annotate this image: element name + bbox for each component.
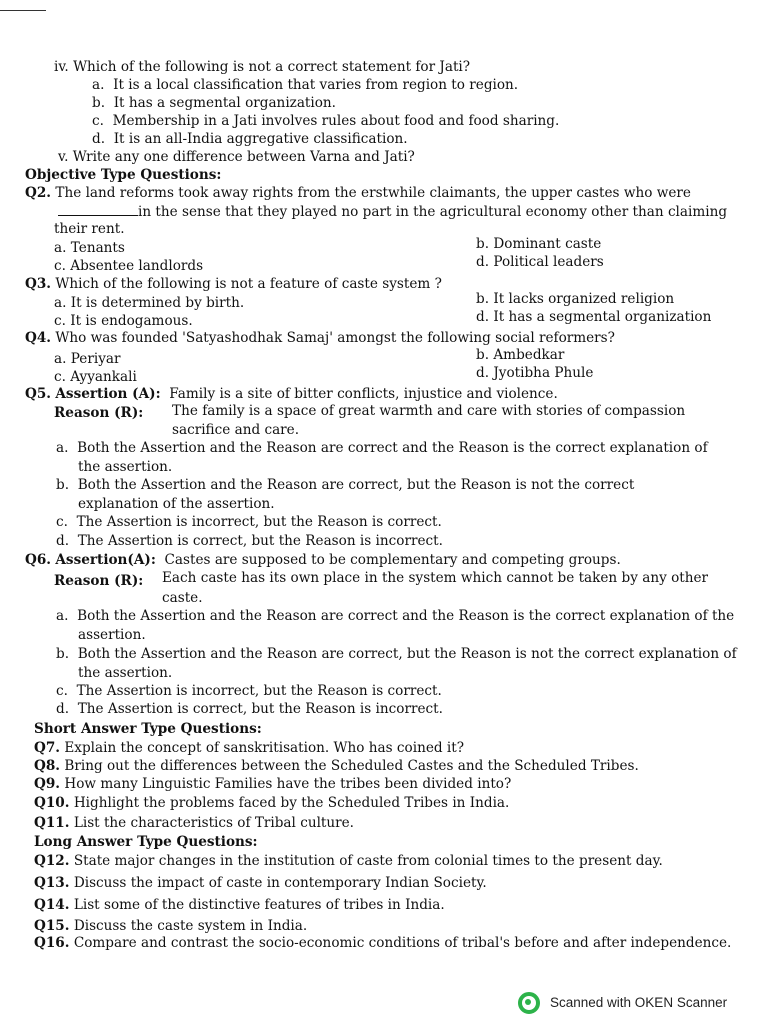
objective-heading: Objective Type Questions: — [25, 167, 222, 183]
q2-option-c: c. Absentee landlords — [54, 258, 204, 274]
long-answer-heading: Long Answer Type Questions: — [34, 834, 258, 850]
q3-option-d: d. It has a segmental organization — [476, 309, 712, 325]
scanner-watermark — [518, 990, 727, 1014]
q6-option-b-line2: the assertion. — [78, 665, 173, 681]
q4-option-c: c. Ayyankali — [54, 369, 137, 385]
q2-line1: Q2. The land reforms took away rights from the erstwhile claimants, the upper castes who were — [25, 185, 691, 201]
q5-option-a: a. Both the Assertion and the Reason are correct and the Reason is the correct explanation of — [56, 440, 708, 456]
q15: Q15. Discuss the caste system in India. — [34, 918, 308, 934]
q6-option-a: a. Both the Assertion and the Reason are correct and the Reason is the correct explanation of the — [56, 608, 735, 624]
q2-option-b: b. Dominant caste — [476, 236, 602, 252]
q4-option-d: d. Jyotibha Phule — [476, 365, 594, 381]
q6-assertion: Q6. Assertion(A): Castes are supposed to be complementary and competing groups. — [25, 552, 621, 568]
q5-option-d: d. The Assertion is correct, but the Reason is incorrect. — [56, 533, 443, 549]
q5-option-b: b. Both the Assertion and the Reason are correct, but the Reason is not the correct — [56, 477, 635, 493]
q2-line2: in the sense that they played no part in the agricultural economy other than claiming — [58, 203, 727, 221]
option-iv-b: b. It has a segmental organization. — [92, 95, 336, 111]
answer-blank — [58, 203, 138, 216]
q14: Q14. List some of the distinctive features of tribes in India. — [34, 897, 445, 913]
oken-logo-icon — [518, 990, 542, 1014]
short-answer-heading: Short Answer Type Questions: — [34, 721, 262, 737]
q6-option-c: c. The Assertion is incorrect, but the Reason is correct. — [56, 683, 442, 699]
q8: Q8. Bring out the differences between the Scheduled Castes and the Scheduled Tribes. — [34, 758, 639, 774]
q16: Q16. Compare and contrast the socio-economic conditions of tribal's before and after independence. — [34, 935, 732, 951]
option-iv-c: c. Membership in a Jati involves rules about food and food sharing. — [92, 113, 560, 129]
q3-option-a: a. It is determined by birth. — [54, 295, 245, 311]
scan-edge-line — [0, 10, 46, 11]
q5-assertion: Q5. Assertion (A): Family is a site of bitter conflicts, injustice and violence. — [25, 386, 558, 402]
q5-option-c: c. The Assertion is incorrect, but the Reason is correct. — [56, 514, 442, 530]
q4-option-b: b. Ambedkar — [476, 347, 565, 363]
q3-question: Q3. Which of the following is not a feature of caste system ? — [25, 276, 442, 292]
q7: Q7. Explain the concept of sanskritisation. Who has coined it? — [34, 740, 464, 756]
q11: Q11. List the characteristics of Tribal culture. — [34, 815, 355, 831]
question-v: v. Write any one difference between Varna and Jati? — [58, 149, 415, 165]
q5-option-a-line2: the assertion. — [78, 459, 173, 475]
question-iv: iv. Which of the following is not a correct statement for Jati? — [54, 59, 471, 75]
q5-option-b-line2: explanation of the assertion. — [78, 496, 275, 512]
q2-line3: their rent. — [54, 221, 125, 237]
q3-option-c: c. It is endogamous. — [54, 313, 193, 329]
q10: Q10. Highlight the problems faced by the Scheduled Tribes in India. — [34, 795, 510, 811]
q6-option-d: d. The Assertion is correct, but the Reason is incorrect. — [56, 701, 443, 717]
q6-option-b: b. Both the Assertion and the Reason are correct, but the Reason is not the correct explanation of — [56, 646, 737, 662]
q2-option-a: a. Tenants — [54, 240, 125, 256]
q12: Q12. State major changes in the institution of caste from colonial times to the present day. — [34, 853, 663, 869]
option-iv-d: d. It is an all-India aggregative classification. — [92, 131, 408, 147]
q6-option-a-line2: assertion. — [78, 627, 146, 643]
watermark-text: Scanned with OKEN Scanner — [550, 994, 728, 1010]
q2-option-d: d. Political leaders — [476, 254, 604, 270]
q5-reason-line2: sacrifice and care. — [172, 422, 300, 438]
q13: Q13. Discuss the impact of caste in contemporary Indian Society. — [34, 875, 487, 891]
option-iv-a: a. It is a local classification that varies from region to region. — [92, 77, 519, 93]
q6-reason-line2: caste. — [162, 590, 203, 606]
q4-option-a: a. Periyar — [54, 351, 121, 367]
q4-question: Q4. Who was founded 'Satyashodhak Samaj' amongst the following social reformers? — [25, 330, 615, 346]
q5-reason-label: Reason (R): — [54, 405, 144, 421]
q6-reason-label: Reason (R): — [54, 573, 144, 589]
q9: Q9. How many Linguistic Families have the tribes been divided into? — [34, 776, 512, 792]
q3-option-b: b. It lacks organized religion — [476, 291, 675, 307]
q5-reason-line1: The family is a space of great warmth and care with stories of compassion — [172, 403, 686, 419]
q6-reason-line1: Each caste has its own place in the system which cannot be taken by any other — [162, 570, 709, 586]
